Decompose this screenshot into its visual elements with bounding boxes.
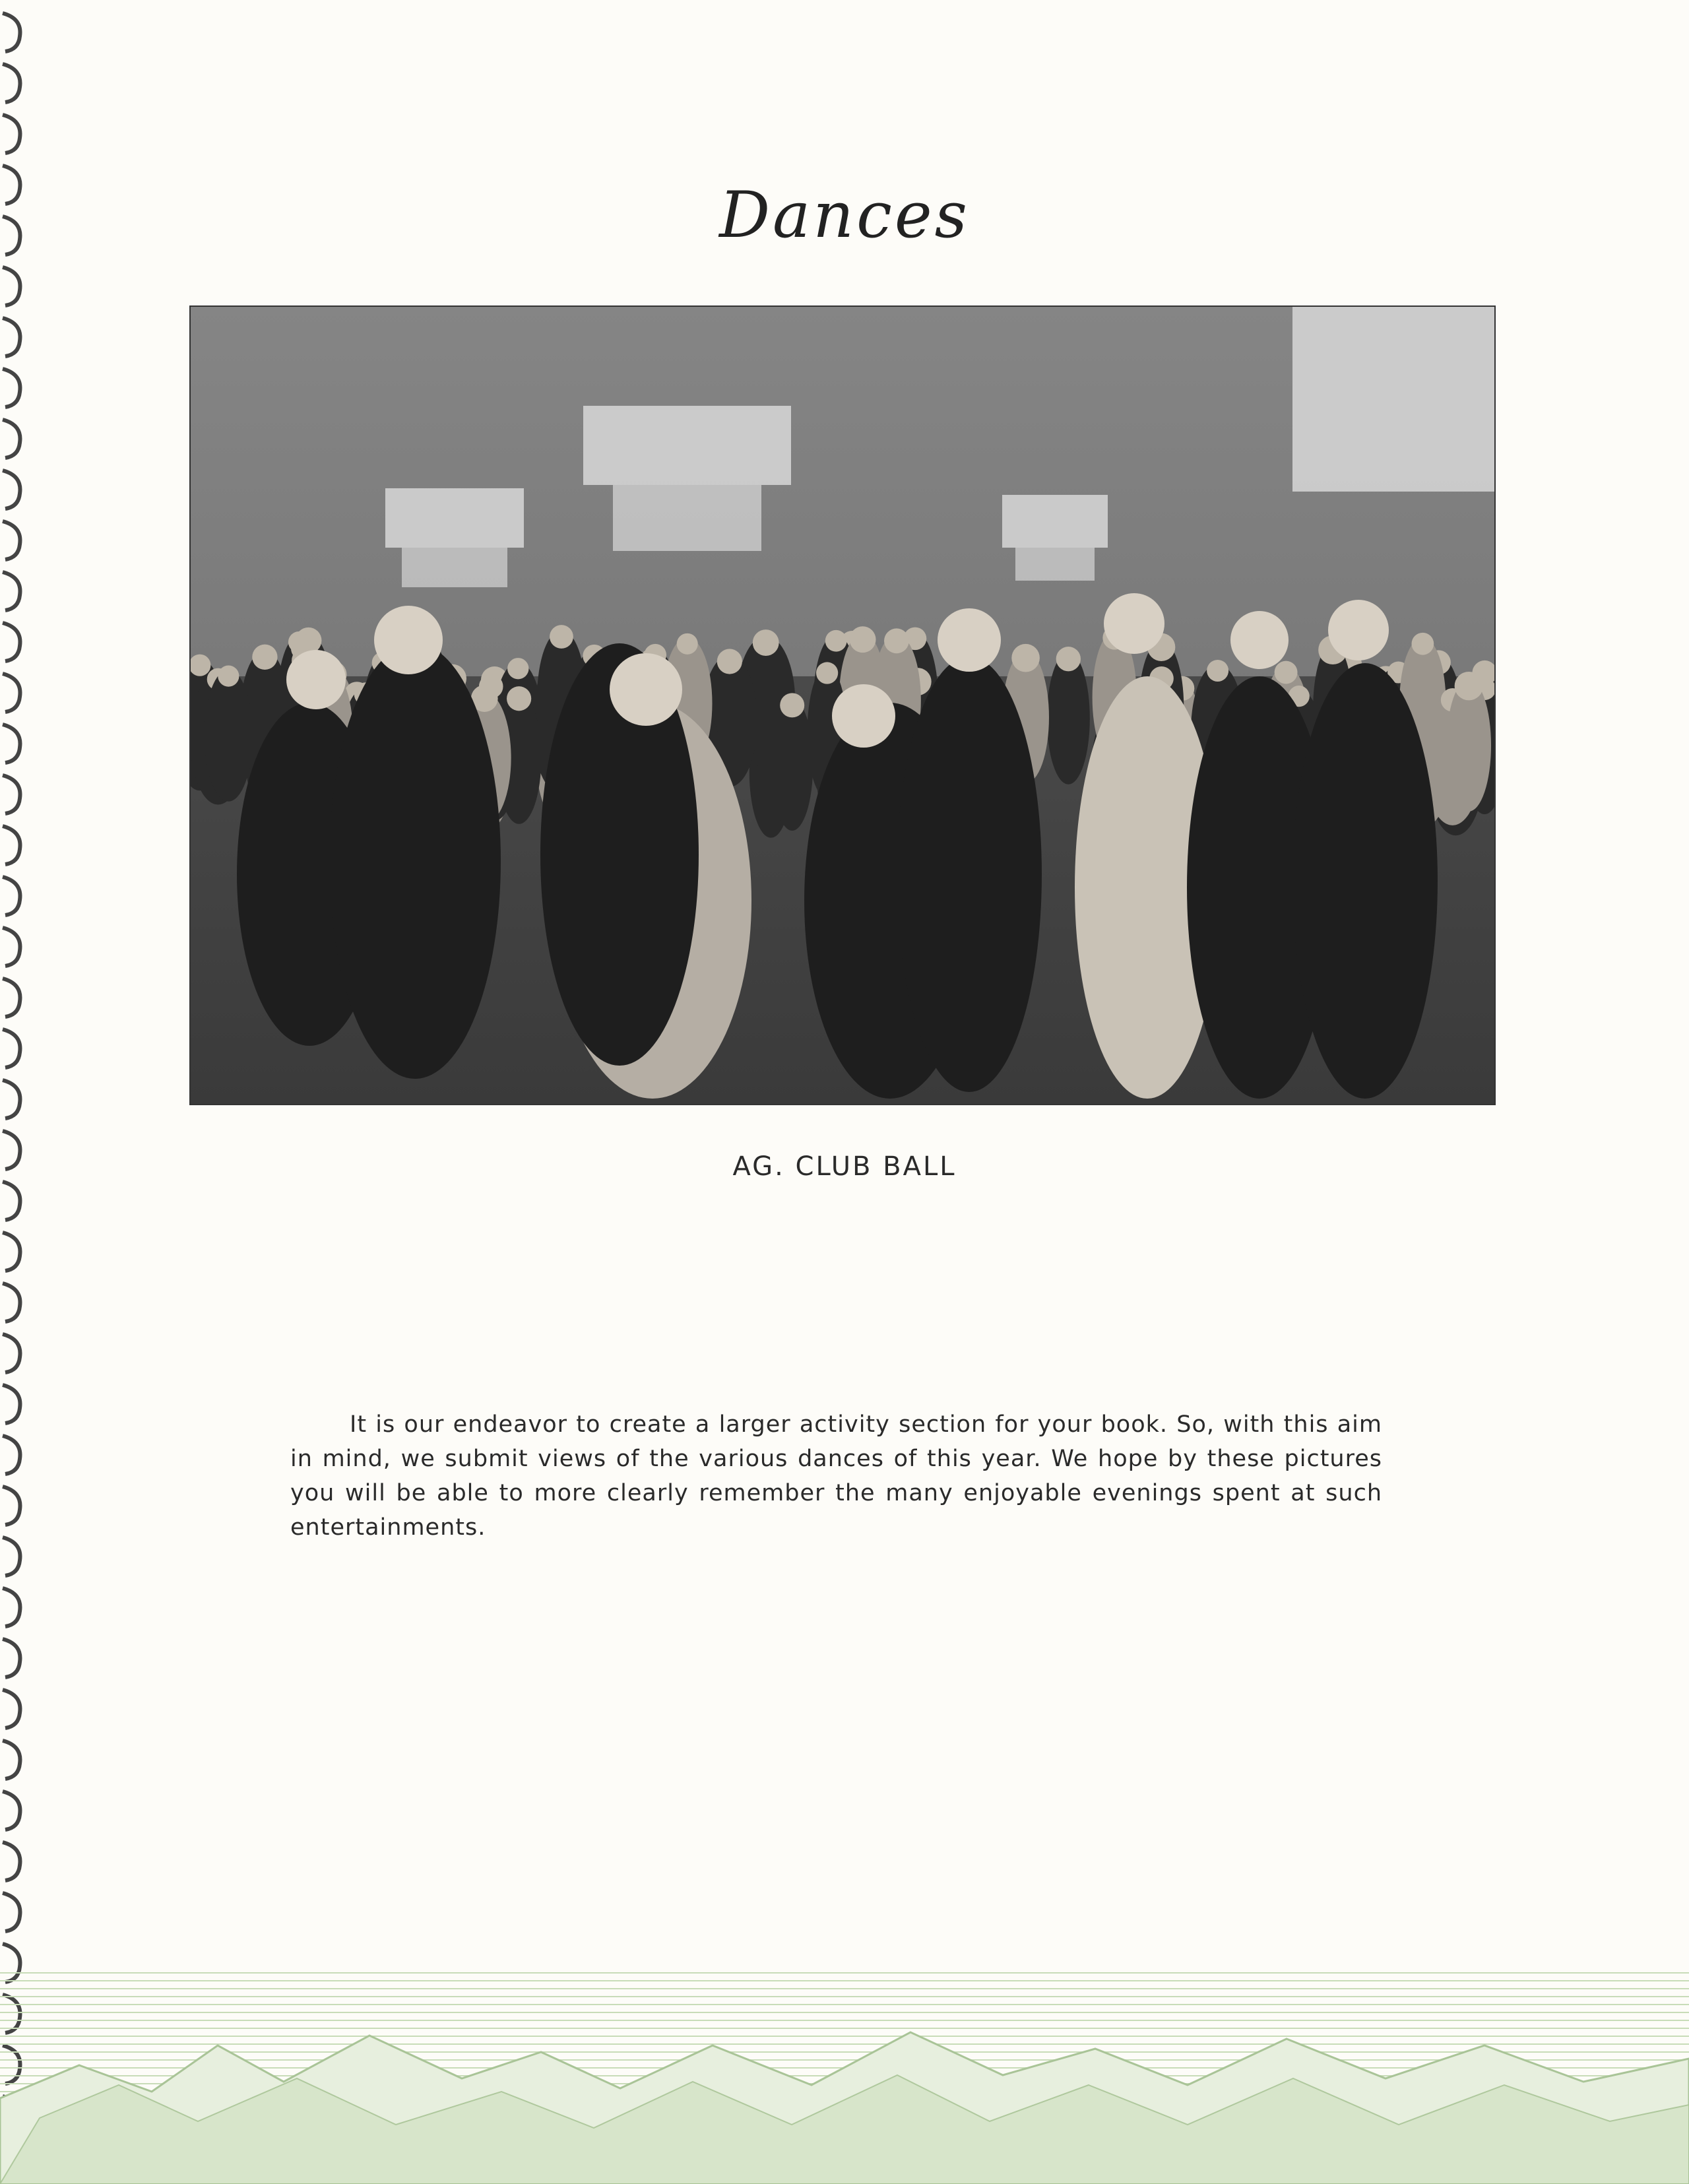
photo-caption: AG. CLUB BALL <box>732 1151 957 1182</box>
spiral-binding-icon <box>0 0 40 2184</box>
body-paragraph: It is our endeavor to create a larger activity section for your book. So, with this aim in mind, we submit views of the various dances of this year. We hope by these pictures you will be able to more clearly remember the many enjoyable evenings spent at such entertainments. <box>290 1411 1382 1541</box>
mountain-range-icon <box>0 1966 1689 2184</box>
page-heading: Dances <box>719 178 970 252</box>
dance-photo <box>189 305 1496 1105</box>
